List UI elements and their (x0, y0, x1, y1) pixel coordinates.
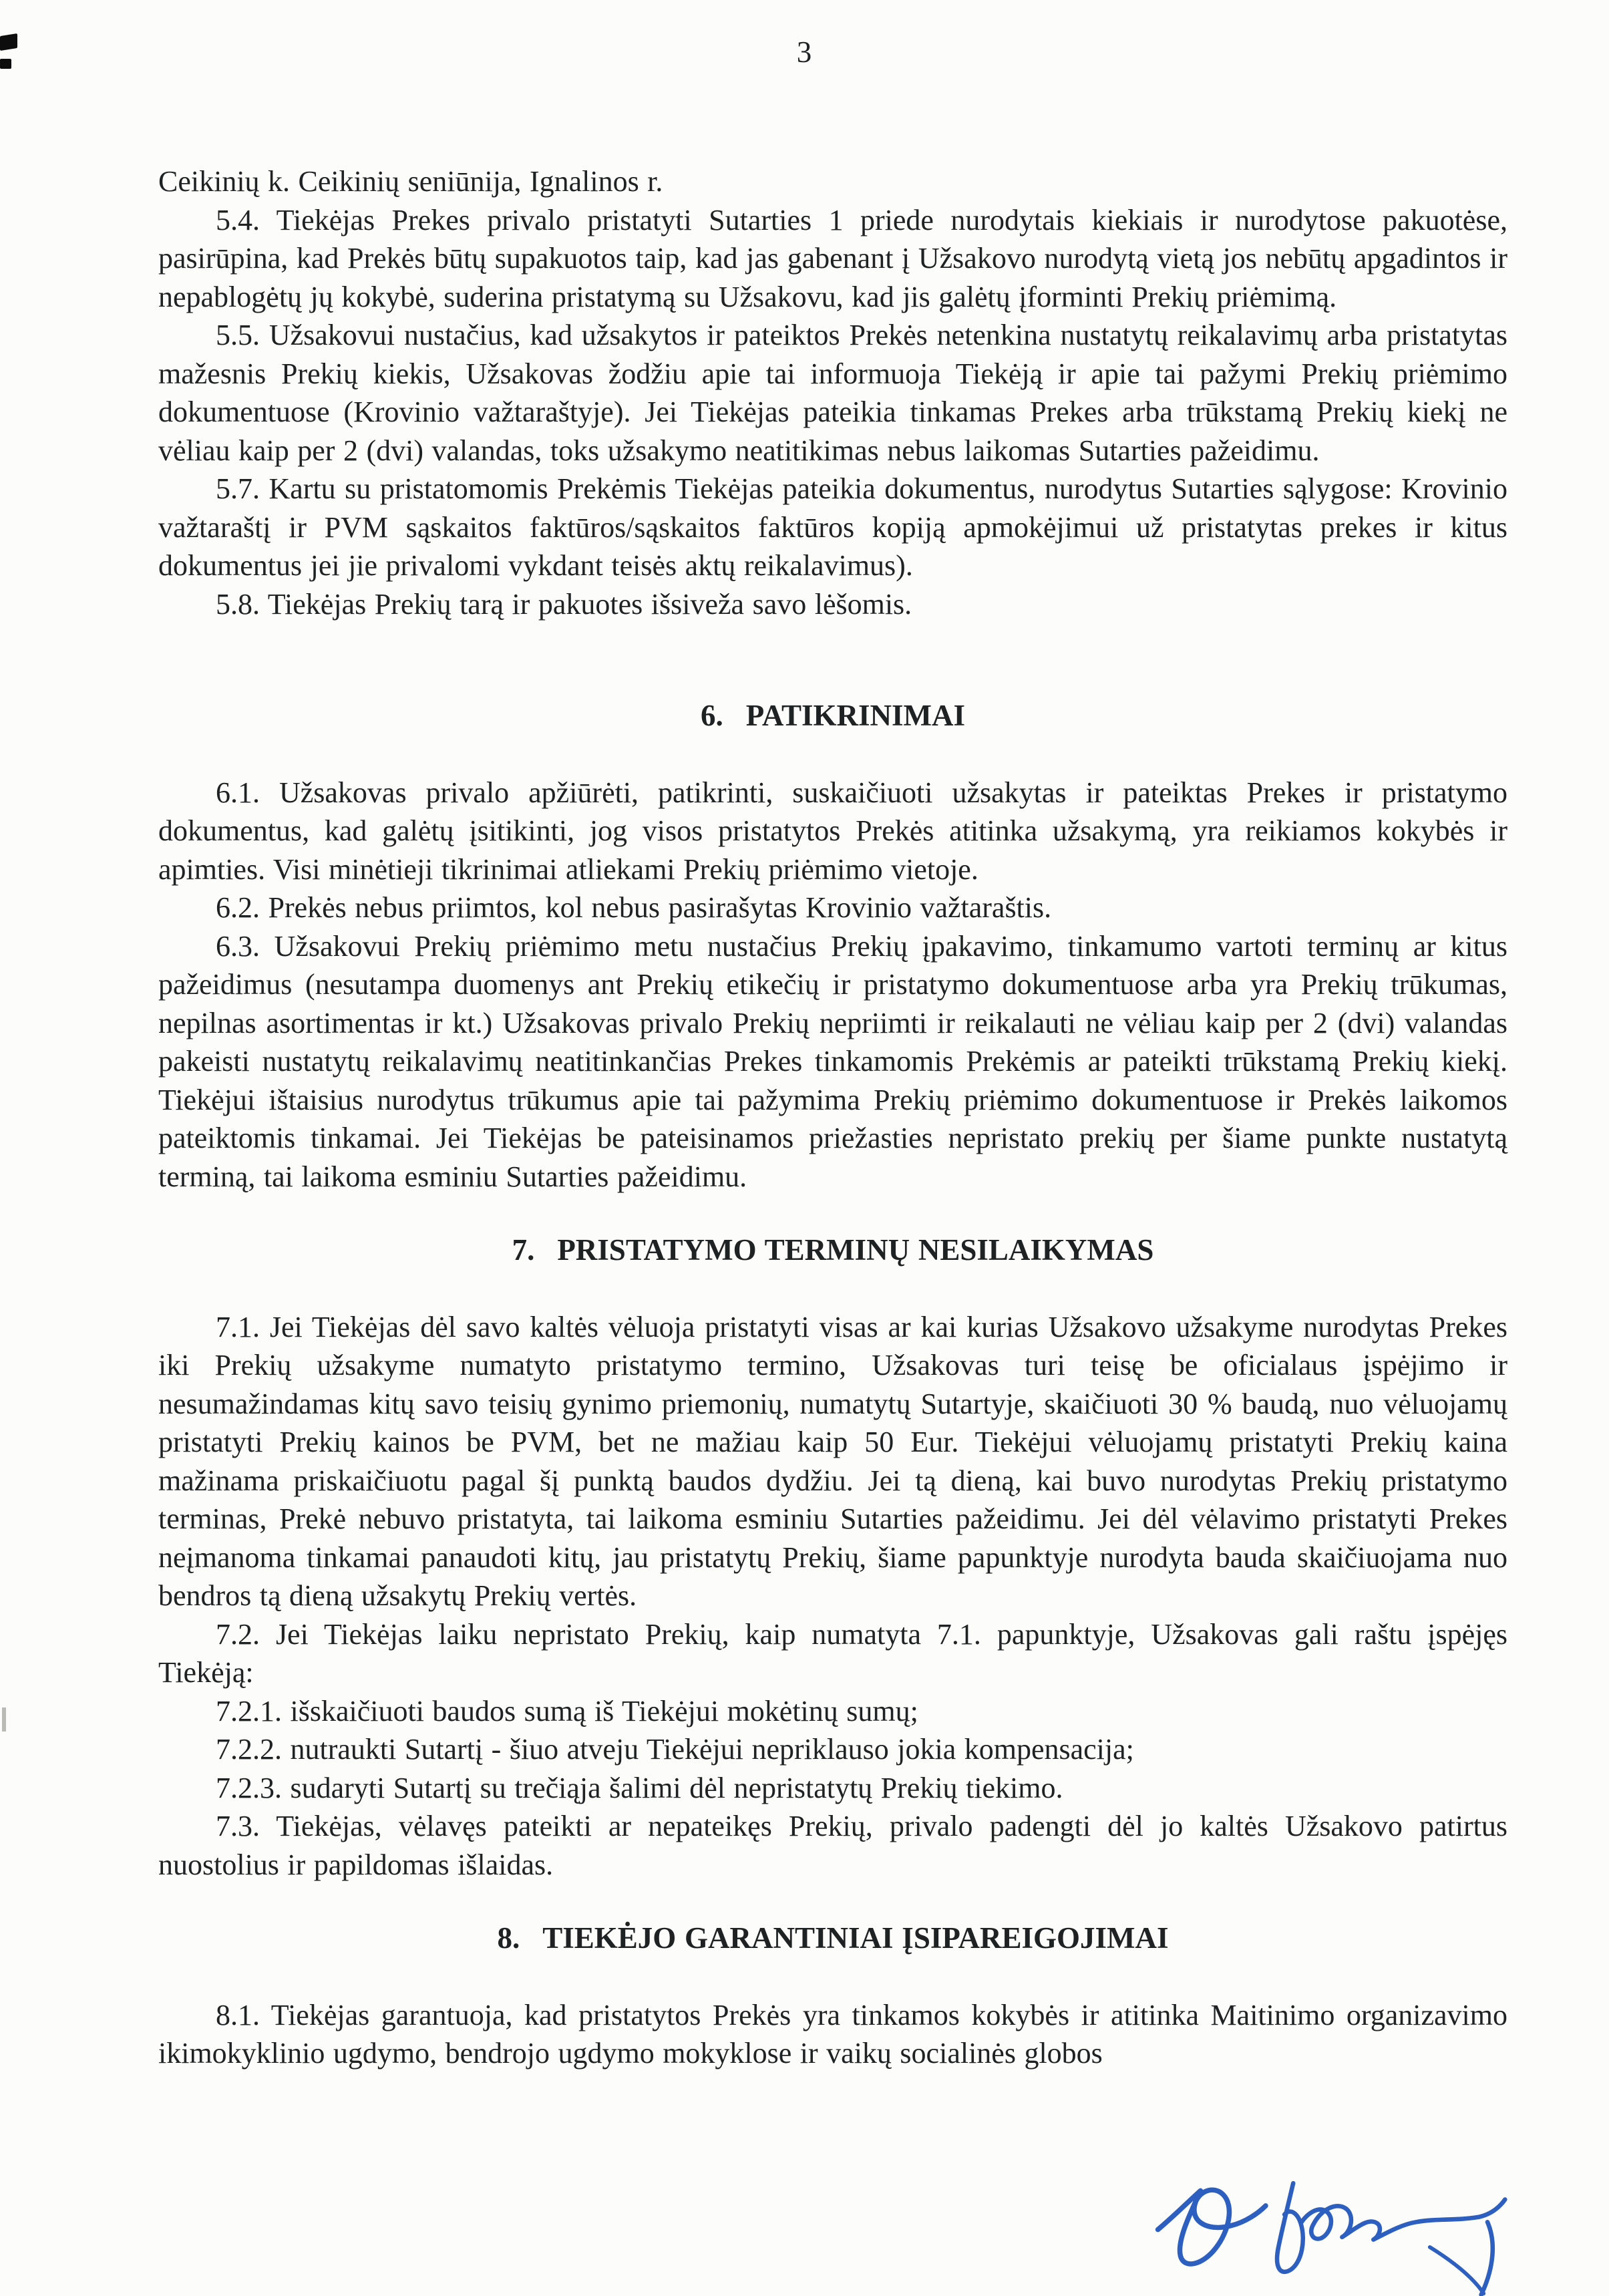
signature-ink-icon (1122, 2164, 1550, 2296)
paragraph-5-4: 5.4. Tiekėjas Prekes privalo pristatyti Sutarties 1 priede nurodytais kiekiais ir nurodytose pakuotėse, pasirūpina, kad Prekės būtų supakuotos taip, kad jas gabenant į Užsakovo nurodytą vietą jos nebūtų apgadintos ir nepablogėtų jų kokybė, suderina pristatymą su Užsakovu, kad jis galėtų įforminti Prekių priėmimą. (158, 203, 1507, 313)
scan-artifact (2, 1707, 6, 1732)
paragraph-7-2-1: 7.2.1. išskaičiuoti baudos sumą iš Tiekėjui mokėtinų sumų; (216, 1694, 918, 1728)
section-number: 6. (700, 699, 723, 732)
paragraph-6-3: 6.3. Užsakovui Prekių priėmimo metu nustačius Prekių įpakavimo, tinkamumo vartoti terminų ar kitus pažeidimus (nesutampa duomenys ant Prekių etikečių ir pristatymo dokumentuose arba yra Prekių trūkumas, nepilnas asortimentas ir kt.) Užsakovas privalo Prekių nepriimti ir reikalauti ne vėliau kaip per 2 (dvi) valandas pakeisti nustatytų reikalavimų neatitinkančias Prekes tinkamomis Prekėmis ar pateikti trūkstamą Prekių kiekį. Tiekėjui ištaisius nurodytus trūkumus apie tai pažymima Prekių priėmimo dokumentuose ir Prekės laikomos pateiktomis tinkamai. Jei Tiekėjas be pateisinamos priežasties nepristato prekių per šiame punkte nustatytą terminą, tai laikoma esminiu Sutarties pažeidimu. (158, 929, 1507, 1193)
address-line: Ceikinių k. Ceikinių seniūnija, Ignalinos r. (158, 165, 663, 198)
section-heading-6 (158, 697, 1507, 735)
section-heading-8 (158, 1919, 1507, 1958)
section-title: PRISTATYMO TERMINŲ NESILAIKYMAS (557, 1233, 1154, 1267)
paragraph-5-8: 5.8. Tiekėjas Prekių tarą ir pakuotes išsiveža savo lėšomis. (216, 587, 912, 621)
paragraph-8-1: 8.1. Tiekėjas garantuoja, kad pristatytos Prekės yra tinkamos kokybės ir atitinka Maitinimo organizavimo ikimokyklinio ugdymo, bendrojo ugdymo mokyklose ir vaikų socialinės globos (158, 1998, 1507, 2070)
paragraph-7-2-2: 7.2.2. nutraukti Sutartį - šiuo atveju Tiekėjui nepriklauso jokia kompensacija; (216, 1733, 1134, 1766)
section-number: 7. (512, 1233, 535, 1267)
paragraph-6-1: 6.1. Užsakovas privalo apžiūrėti, patikrinti, suskaičiuoti užsakytas ir pateiktas Prekes ir pristatymo dokumentus, kad galėtų įsitikinti, jog visos pristatytos Prekės atitinka užsakymą, yra reikiamos kokybės ir apimties. Visi minėtieji tikrinimai atliekami Prekių priėmimo vietoje. (158, 776, 1507, 886)
paragraph-6-2: 6.2. Prekės nebus priimtos, kol nebus pasirašytas Krovinio važtaraštis. (216, 891, 1052, 924)
section-title: TIEKĖJO GARANTINIAI ĮSIPAREIGOJIMAI (542, 1921, 1169, 1955)
paragraph-7-1: 7.1. Jei Tiekėjas dėl savo kaltės vėluoja pristatyti visas ar kai kurias Užsakovo užsakyme nurodytas Prekes iki Prekių užsakyme numatyto pristatymo termino, Užsakovas turi teisę be oficialaus įspėjimo ir nesumažindamas kitų savo teisių gynimo priemonių, numatytų Sutartyje, skaičiuoti 30 % baudą, nuo vėluojamų pristatyti Prekių kainos be PVM, bet ne mažiau kaip 50 Eur. Tiekėjui vėluojamų pristatyti Prekių kaina mažinama priskaičiuotu pagal šį punktą baudos dydžiu. Jei tą dieną, kai buvo nurodytas Prekių pristatymo terminas, Prekė nebuvo pristatyta, tai laikoma esminiu Sutarties pažeidimu. Jei dėl vėlavimo pristatyti Prekes neįmanoma tinkamai panaudoti kitų, jau pristatytų Prekių, šiame papunktyje nurodyta bauda skaičiuojama nuo bendros tą dieną užsakytų Prekių vertės. (158, 1310, 1507, 1612)
paragraph-7-3: 7.3. Tiekėjas, vėlavęs pateikti ar nepateikęs Prekių, privalo padengti dėl jo kaltės Užsakovo patirtus nuostolius ir papildomas išlaidas. (158, 1810, 1507, 1881)
paragraph-5-7: 5.7. Kartu su pristatomomis Prekėmis Tiekėjas pateikia dokumentus, nurodytus Sutarties sąlygose: Krovinio važtaraštį ir PVM sąskaitos faktūros/sąskaitos faktūros kopiją apmokėjimui už pristatytas prekes ir kitus dokumentus jei jie privalomi vykdant teisės aktų reikalavimus). (158, 472, 1507, 582)
section-number: 8. (497, 1921, 520, 1955)
document-body (158, 162, 1507, 2073)
paragraph-5-5: 5.5. Užsakovui nustačius, kad užsakytos ir pateiktos Prekės netenkina nustatytų reikalavimų arba pristatytas mažesnis Prekių kiekis, Užsakovas žodžiu apie tai informuoja Tiekėją ir apie tai pažymi Prekių priėmimo dokumentuose (Krovinio važtaraštyje). Jei Tiekėjas pateikia tinkamas Prekes arba trūkstamą Prekių kiekį ne vėliau kaip per 2 (dvi) valandas, toks užsakymo neatitikimas nebus laikomas Sutarties pažeidimu. (158, 319, 1507, 467)
paragraph-7-2-3: 7.2.3. sudaryti Sutartį su trečiąja šalimi dėl nepristatytų Prekių tiekimo. (216, 1771, 1063, 1804)
paragraph-7-2: 7.2. Jei Tiekėjas laiku nepristato Prekių, kaip numatyta 7.1. papunktyje, Užsakovas gali raštu įspėjęs Tiekėją: (158, 1617, 1507, 1689)
section-heading-7 (158, 1231, 1507, 1270)
handwritten-signature (1122, 2164, 1550, 2296)
page-number: 3 (796, 35, 813, 69)
section-title: PATIKRINIMAI (745, 699, 966, 732)
